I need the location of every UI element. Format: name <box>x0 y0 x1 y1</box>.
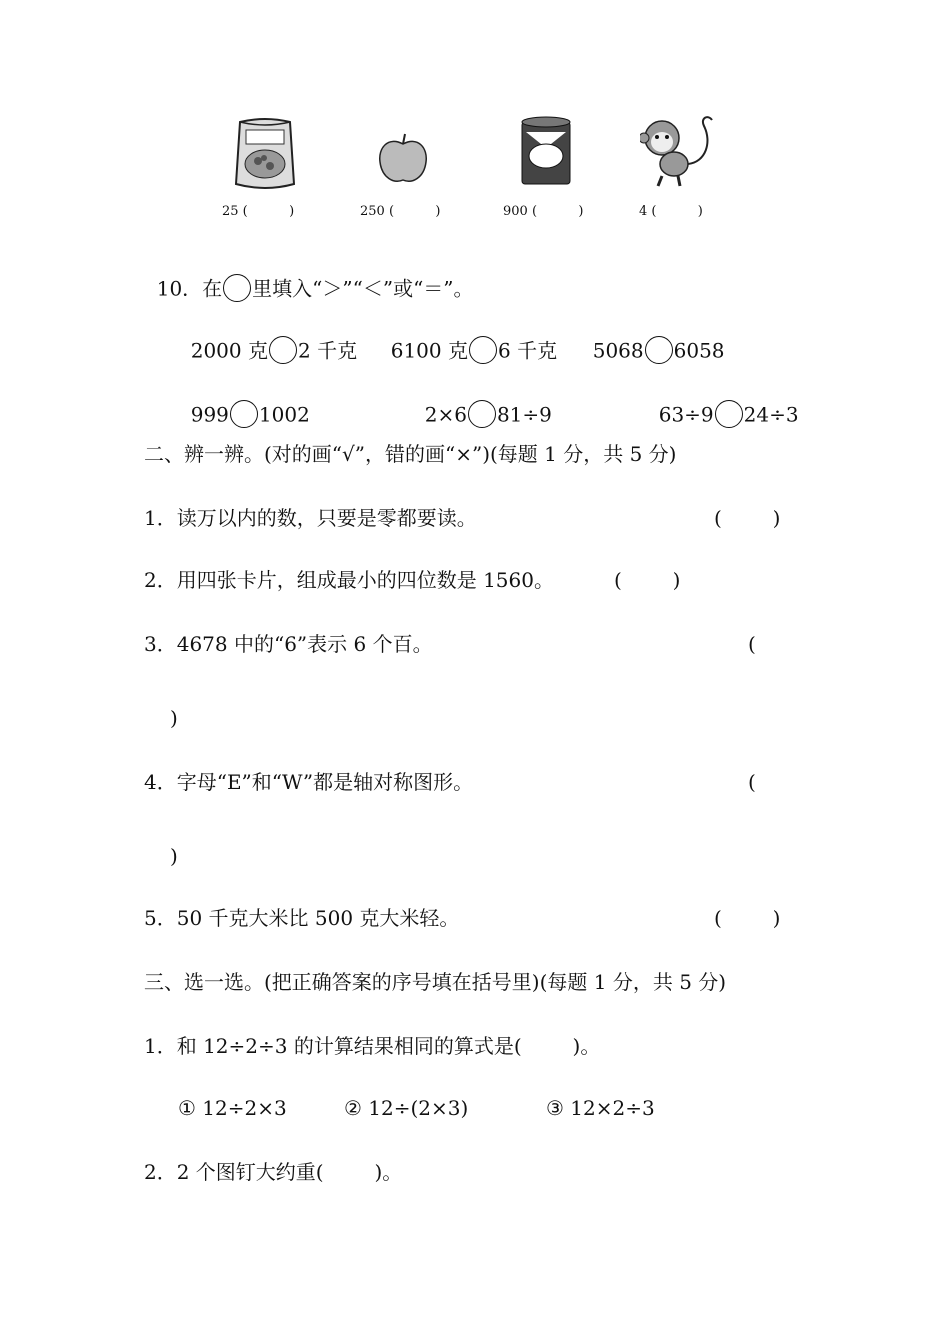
judge-bracket-3-open[interactable]: ( <box>748 632 756 656</box>
judge-item-2: 2．用四张卡片，组成最小的四位数是 1560。 <box>144 568 554 592</box>
judge-bracket-4-close: ) <box>170 844 178 868</box>
picture-label-1: 25 ( ) <box>222 204 295 219</box>
choice-option-1[interactable]: ① 12÷2×3 <box>178 1096 287 1120</box>
compare-right: 1002 <box>258 402 310 427</box>
answer-circle[interactable] <box>269 336 297 364</box>
judge-item-3: 3．4678 中的“6”表示 6 个百。 <box>144 632 433 656</box>
compare-1-2 <box>378 314 557 366</box>
answer-circle[interactable] <box>469 336 497 364</box>
section3-title: 三、选一选。(把正确答案的序号填在括号里)(每题 1 分，共 5 分) <box>144 970 727 994</box>
compare-left: 63÷9 <box>658 402 714 427</box>
monkey-icon <box>640 112 716 188</box>
picture-label-2: 250 ( ) <box>360 204 441 219</box>
compare-left: 2000 克 <box>190 338 268 363</box>
judge-item-1: 1．读万以内的数，只要是零都要读。 <box>144 506 477 530</box>
compare-left: 5068 <box>592 338 644 363</box>
compare-1-3 <box>580 314 725 366</box>
compare-2-2 <box>412 378 552 430</box>
picture-label-4: 4 ( ) <box>639 204 703 219</box>
apple-icon <box>376 130 430 186</box>
choice-q2: 2．2 个图钉大约重( )。 <box>144 1160 403 1184</box>
compare-right: 24÷3 <box>743 402 799 427</box>
q10-suffix: 里填入“＞”“＜”或“＝”。 <box>252 276 474 301</box>
choice-q1: 1．和 12÷2÷3 的计算结果相同的算式是( )。 <box>144 1034 601 1058</box>
choice-option-3[interactable]: ③ 12×2÷3 <box>546 1096 655 1120</box>
judge-bracket-4-open[interactable]: ( <box>748 770 756 794</box>
compare-1-1 <box>178 314 357 366</box>
compare-right: 81÷9 <box>496 402 552 427</box>
judge-bracket-5[interactable]: ( ) <box>714 906 781 930</box>
judge-bracket-3-close: ) <box>170 706 178 730</box>
compare-left: 999 <box>190 402 229 427</box>
choice-option-2[interactable]: ② 12÷(2×3) <box>344 1096 469 1120</box>
compare-2-3 <box>646 378 799 430</box>
answer-circle[interactable] <box>645 336 673 364</box>
compare-right: 6 千克 <box>497 338 558 363</box>
picture-label-3: 900 ( ) <box>503 204 584 219</box>
answer-circle[interactable] <box>715 400 743 428</box>
judge-item-5: 5．50 千克大米比 500 克大米轻。 <box>144 906 460 930</box>
compare-left: 2×6 <box>424 402 467 427</box>
snack-bag-icon <box>232 116 298 192</box>
compare-right: 6058 <box>673 338 725 363</box>
judge-bracket-1[interactable]: ( ) <box>714 506 781 530</box>
answer-circle[interactable] <box>468 400 496 428</box>
section2-title: 二、辨一辨。(对的画“√”，错的画“×”)(每题 1 分，共 5 分) <box>144 442 677 466</box>
judge-item-4: 4．字母“E”和“W”都是轴对称图形。 <box>144 770 474 794</box>
answer-circle[interactable] <box>223 274 251 302</box>
answer-circle[interactable] <box>230 400 258 428</box>
compare-left: 6100 克 <box>390 338 468 363</box>
judge-bracket-2[interactable]: ( ) <box>614 568 681 592</box>
q10-instruction <box>144 252 474 304</box>
compare-right: 2 千克 <box>297 338 358 363</box>
milk-powder-can-icon <box>518 116 574 190</box>
q10-prefix: 10．在 <box>156 276 223 301</box>
compare-2-1 <box>178 378 310 430</box>
